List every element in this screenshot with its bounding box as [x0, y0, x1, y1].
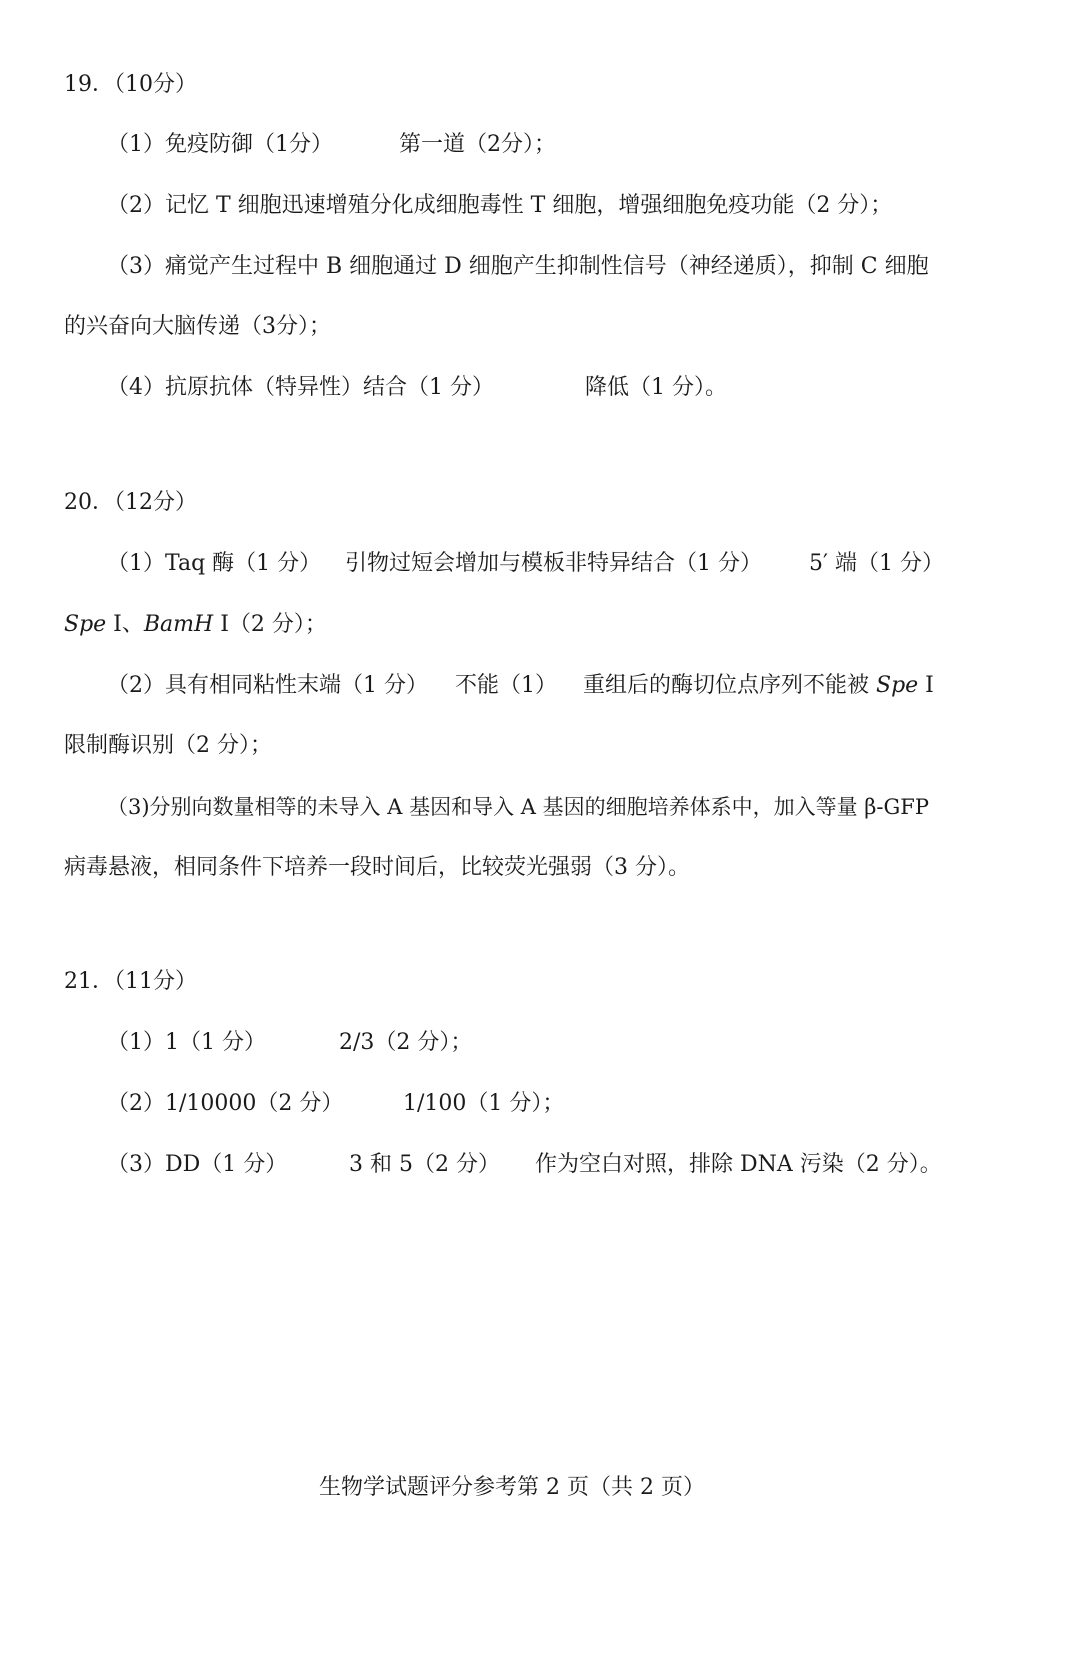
q20-part1-line2 — [64, 608, 327, 642]
enzyme-sep: I、 — [106, 612, 144, 637]
enzyme-tail: I（2 分）； — [213, 612, 327, 637]
q21-part3-b: 3 和 5（2 分） — [349, 1152, 500, 1177]
q21-part1-b: 2/3（2 分）； — [339, 1030, 473, 1055]
page-footer: 生物学试题评分参考第 2 页（共 2 页） — [319, 1475, 705, 1500]
q19-part2: （2）记忆 T 细胞迅速增殖分化成细胞毒性 T 细胞，增强细胞免疫功能（2 分）； — [107, 193, 893, 218]
q20-part2-b: 不能（1） — [455, 673, 557, 698]
enzyme-spe: Spe — [64, 612, 107, 637]
q20-part1-a: （1）Taq 酶（1 分） — [107, 551, 322, 576]
q21-part2-a: （2）1/10000（2 分） — [107, 1091, 344, 1116]
q19-part1-b: 第一道（2分）； — [399, 132, 556, 157]
q19-part1-a: （1）免疫防御（1分） — [107, 132, 333, 157]
q20-part2-c — [583, 669, 934, 703]
q20-part3-line1: （3)分别向数量相等的未导入 A 基因和导入 A 基因的细胞培养体系中，加入等量 β-GFP — [107, 795, 929, 819]
q20-part2-c-tail: I — [918, 673, 934, 698]
q21-part1-a: （1）1（1 分） — [107, 1030, 266, 1055]
q20-part2-c-enzyme: Spe — [876, 673, 919, 698]
q21-part2-b: 1/100（1 分）； — [403, 1091, 565, 1116]
q19-part4-a: （4）抗原抗体（特异性）结合（1 分） — [107, 375, 494, 400]
q19-header: 19．（10分） — [64, 72, 197, 97]
q20-part2-c-text: 重组后的酶切位点序列不能被 — [583, 673, 876, 698]
q20-part1-c: 5′ 端（1 分） — [809, 551, 944, 576]
q21-part3-c: 作为空白对照，排除 DNA 污染（2 分）。 — [535, 1152, 942, 1177]
q20-part2-a: （2）具有相同粘性末端（1 分） — [107, 673, 428, 698]
q20-part2-line2: 限制酶识别（2 分）； — [64, 733, 272, 758]
q20-header: 20．（12分） — [64, 490, 197, 515]
q19-part3-line2: 的兴奋向大脑传递（3分）； — [64, 314, 331, 339]
q19-part4-b: 降低（1 分）。 — [585, 375, 727, 400]
q20-part1-b: 引物过短会增加与模板非特异结合（1 分） — [345, 551, 762, 576]
q21-part3-a: （3）DD（1 分） — [107, 1152, 288, 1177]
q19-part3-line1: （3）痛觉产生过程中 B 细胞通过 D 细胞产生抑制性信号（神经递质），抑制 C 细胞 — [107, 254, 929, 279]
enzyme-bamh: BamH — [143, 612, 214, 637]
q21-header: 21．（11分） — [64, 969, 197, 994]
q20-part3-line2: 病毒悬液，相同条件下培养一段时间后，比较荧光强弱（3 分）。 — [64, 855, 690, 880]
